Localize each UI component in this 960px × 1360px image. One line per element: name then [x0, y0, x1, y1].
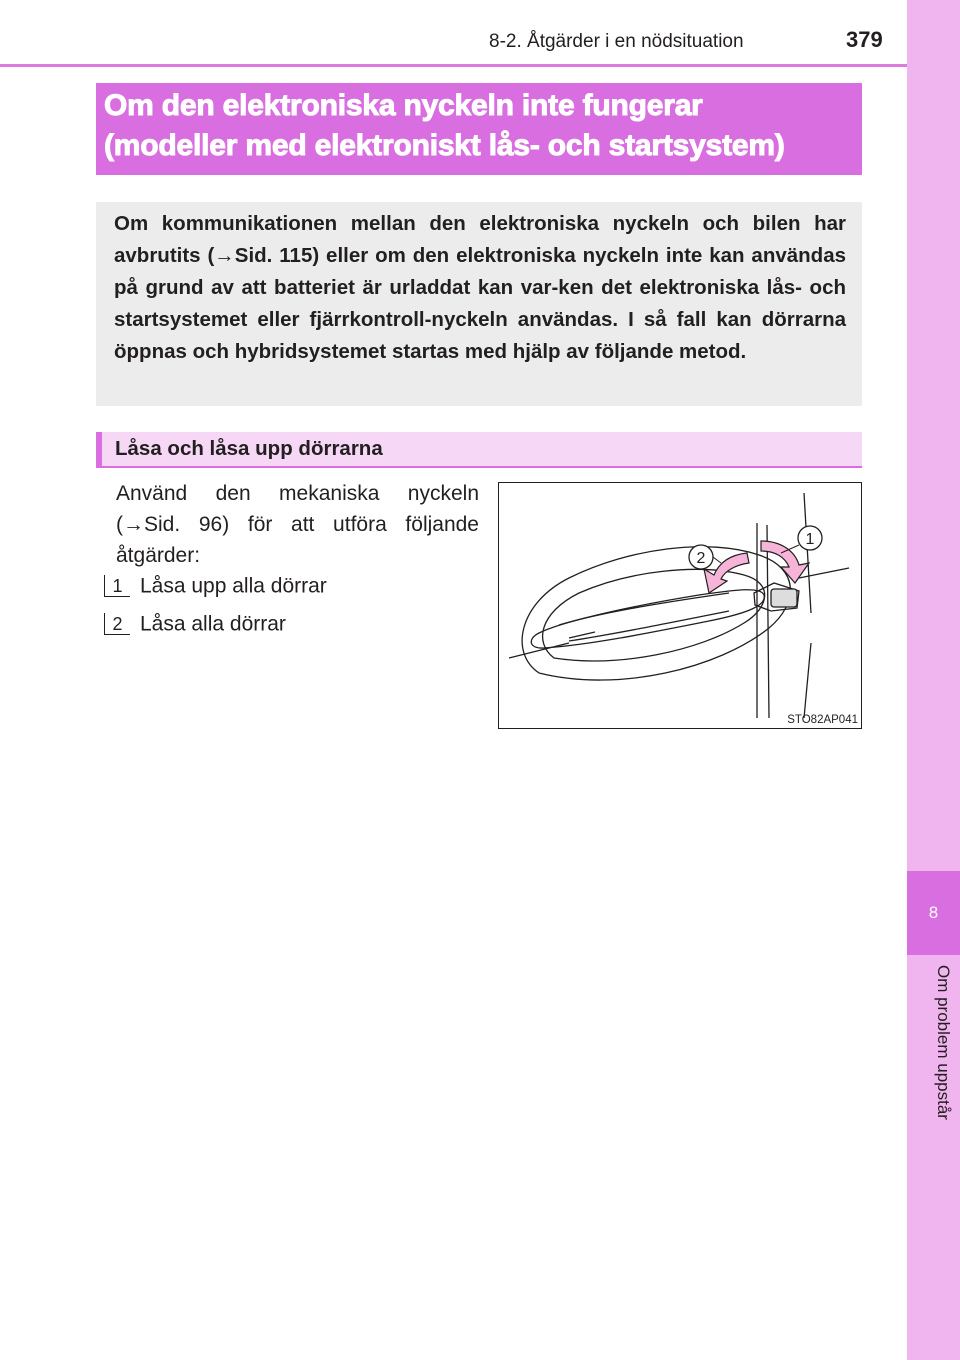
chapter-number-tab: [907, 871, 960, 955]
step-label: Låsa upp alla dörrar: [140, 574, 327, 598]
step-number: 1: [104, 575, 130, 597]
chapter-title-vertical: Om problem uppstår: [934, 965, 953, 1120]
header-divider: [0, 64, 907, 67]
figure-code: STO82AP041: [787, 714, 858, 726]
step-item-unlock: [104, 574, 327, 598]
door-handle-body: [531, 590, 764, 648]
page-title-banner: [96, 83, 862, 175]
page-title-line-1: Om den elektroniska nyckeln inte fungerar: [104, 89, 703, 122]
subsection-heading: Låsa och låsa upp dörrarna: [115, 437, 383, 460]
door-handle-drawing: [499, 483, 863, 730]
page-title-line-2: (modeller med elektroniskt lås- och startsystem): [104, 129, 785, 162]
step-item-lock: [104, 612, 286, 636]
callout-2-label: 2: [696, 550, 706, 567]
intro-text: Om kommunikationen mellan den elektroniska nyckeln och bilen har avbrutits (→Sid. 115) eller om den elektroniska nyckeln inte kan användas på grund av att batteriet är urladdat kan var-ken det elektroniska lås- och startsystemet eller fjärrkontroll-nyckeln användas. I så fall kan dörrarna öppnas och hybridsystemet startas med hjälp av följande metod.: [114, 212, 846, 363]
page-number: 379: [846, 27, 883, 52]
intro-box: [96, 202, 862, 406]
door-edge-line: [804, 493, 811, 613]
section-header: 8-2. Åtgärder i en nödsituation: [489, 31, 744, 52]
chapter-number: 8: [928, 903, 939, 922]
door-edge-line: [804, 643, 811, 718]
callout-1-label: 1: [805, 531, 815, 548]
instruction-text: Använd den mekaniska nyckeln (→Sid. 96) för att utföra följande åtgärder:: [116, 482, 479, 567]
step-label: Låsa alla dörrar: [140, 612, 286, 636]
door-handle-illustration: [498, 482, 862, 729]
door-recess-outline: [522, 547, 790, 680]
subsection-heading-bar: [96, 432, 862, 468]
step-number: 2: [104, 613, 130, 635]
